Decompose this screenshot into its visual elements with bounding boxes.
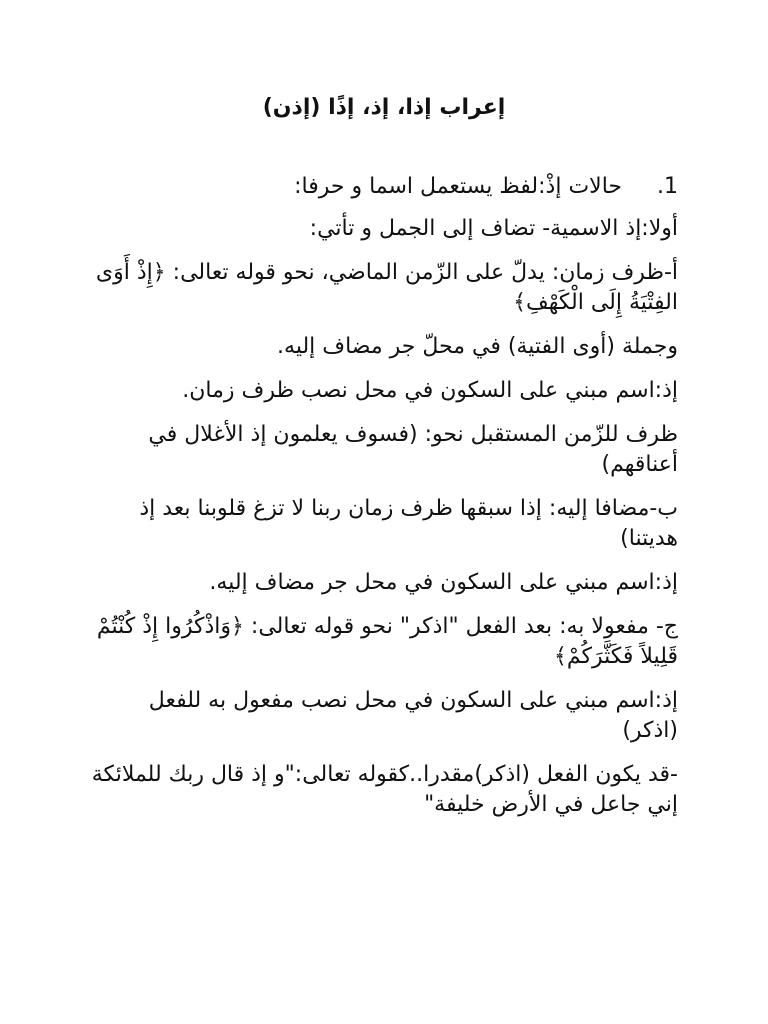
numbered-list-item: [88, 172, 678, 202]
list-item-text: حالات إذْ:لفظ يستعمل اسما و حرفا:: [294, 174, 622, 199]
paragraph-irab-dharf: إذ:اسم مبني على السكون في محل نصب ظرف زمان.: [182, 378, 678, 403]
paragraph-irab-mudaf: إذ:اسم مبني على السكون في محل جر مضاف إليه.: [209, 570, 678, 595]
list-item-number: 1.: [657, 174, 678, 199]
document-body: [88, 172, 678, 834]
paragraph-mudafan-ilayh: ب-مضافا إليه: إذا سبقها ظرف زمان ربنا لا تزغ قلوبنا بعد إذ هديتنا): [139, 496, 678, 551]
paragraph-mustaqbal: ظرف للزّمن المستقبل نحو: (فسوف يعلمون إذ الأغلال في أعناقهم): [148, 422, 678, 477]
paragraph-dharf-zaman: أ-ظرف زمان: يدلّ على الزّمن الماضي، نحو قوله تعالى: ﴿إِذْ أَوَى الفِتْيَةُ إِلَى الْكَهْفِ﴾: [95, 260, 678, 315]
paragraph-mafulan-bih: ج- مفعولا به: بعد الفعل "اذكر" نحو قوله تعالى: ﴿وَاذْكُرُوا إِذْ كُنْتُمْ قَلِيلاً فَكَثَّرَكُمْ﴾: [96, 614, 678, 669]
document-title: إعراب إذا، إذ، إذًا (إذن): [262, 95, 506, 120]
paragraph-irab-mafoul: إذ:اسم مبني على السكون في محل نصب مفعول به للفعل (اذكر): [148, 688, 678, 743]
paragraph-muqaddar: -قد يكون الفعل (اذكر)مقدرا..كقوله تعالى:"و إذ قال ربك للملائكة إني جاعل في الأرض خليفة": [91, 762, 678, 817]
paragraph-ula: أولا:إذ الاسمية- تضاف إلى الجمل و تأتي:: [309, 216, 678, 241]
paragraph-jumla-awa: وجملة (أوى الفتية) في محلّ جر مضاف إليه.: [277, 334, 678, 359]
